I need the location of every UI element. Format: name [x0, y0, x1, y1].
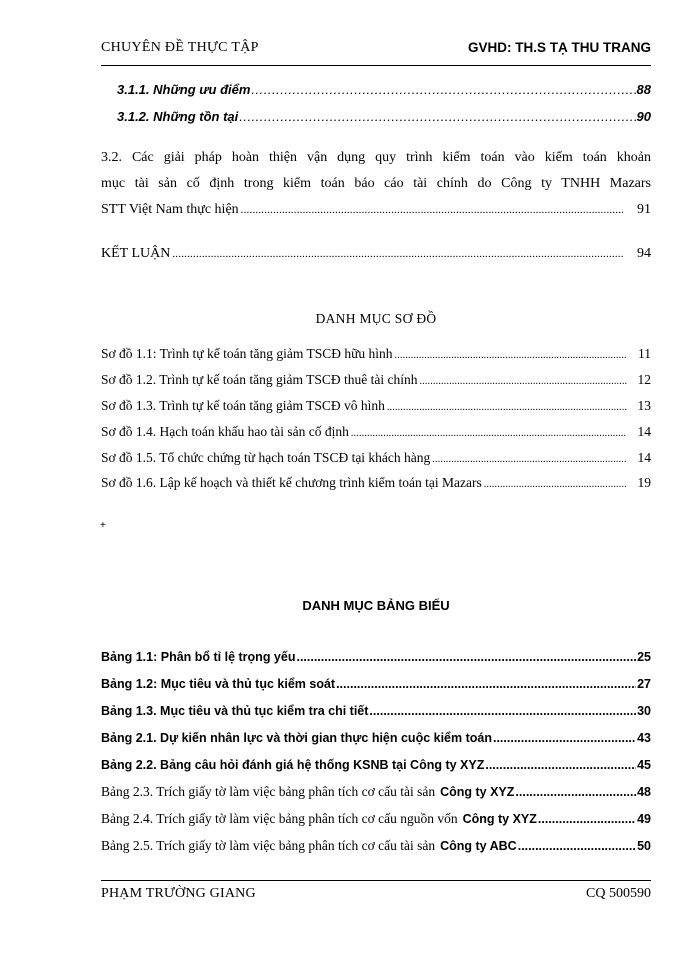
dot-leader [387, 402, 627, 413]
toc-item-page: 88 [636, 82, 651, 97]
dot-leader [493, 731, 636, 745]
dot-leader [351, 428, 627, 439]
plus-marker: + [100, 520, 106, 531]
table-title: Bảng 2.4. Trích giấy tờ làm việc bảng phân tích cơ cấu nguồn vốn [101, 811, 458, 826]
diagram-title: Sơ đồ 1.1: Trình tự kế toán tăng giảm TSCĐ hữu hình [101, 346, 393, 361]
header-divider [101, 65, 651, 66]
table-item[interactable] [101, 811, 651, 827]
table-list-heading: DANH MỤC BẢNG BIỂU [302, 598, 450, 613]
footer-divider [101, 880, 651, 881]
toc-item-3-2[interactable] [101, 202, 651, 218]
header-title: CHUYÊN ĐỀ THỰC TẬP [101, 40, 259, 55]
table-title: Bảng 2.5. Trích giấy tờ làm việc bảng phân tích cơ cấu tài sản [101, 838, 436, 853]
diagram-item[interactable] [101, 372, 651, 388]
diagram-title: Sơ đồ 1.3. Trình tự kế toán tăng giảm TSCĐ vô hình [101, 398, 385, 413]
dot-leader [395, 350, 627, 361]
diagram-page: 12 [637, 372, 651, 387]
table-item[interactable] [101, 784, 651, 800]
toc-item-page: 91 [637, 202, 651, 217]
table-company: Công ty XYZ [440, 785, 515, 799]
diagram-item[interactable] [101, 450, 651, 466]
toc-item-title: KẾT LUẬN [101, 246, 171, 261]
dot-leader [515, 785, 636, 799]
toc-item-title: STT Việt Nam thực hiện [101, 202, 239, 217]
dot-leader [419, 376, 627, 387]
dot-leader [538, 812, 636, 826]
dot-leader [239, 109, 635, 124]
toc-item-page: 94 [637, 246, 651, 261]
table-page: 43 [637, 731, 651, 745]
diagram-page: 19 [637, 475, 651, 490]
table-item[interactable] [101, 838, 651, 854]
dot-leader [296, 650, 636, 664]
table-page: 49 [637, 812, 651, 826]
table-title: Bảng 1.1: Phân bổ tỉ lệ trọng yếu [101, 650, 296, 664]
table-company: Công ty ABC [440, 839, 517, 853]
footer-student-id: CQ 500590 [586, 886, 651, 901]
diagram-page: 11 [638, 346, 651, 361]
dot-leader [369, 704, 636, 718]
diagram-title: Sơ đồ 1.4. Hạch toán khấu hao tài sản cố định [101, 424, 349, 439]
toc-item-3-2-line1: 3.2. Các giải pháp hoàn thiện vận dụng quy trình kiểm toán vào kiểm toán khoản [101, 150, 651, 165]
dot-leader [251, 82, 635, 97]
table-title: Bảng 1.3. Mục tiêu và thủ tục kiểm tra chi tiết [101, 704, 369, 718]
dot-leader [484, 479, 627, 490]
dot-leader [518, 839, 636, 853]
table-page: 45 [637, 758, 651, 772]
table-company: Công ty XYZ [462, 812, 537, 826]
toc-item-3-2-line2: mục tài sản cố định trong kiểm toán báo cáo tài chính do Công ty TNHH Mazars [101, 176, 651, 191]
table-title: Bảng 2.2. Bảng câu hỏi đánh giá hệ thống KSNB tại Công ty XYZ [101, 758, 485, 772]
table-page: 27 [637, 677, 651, 691]
diagram-page: 14 [637, 424, 651, 439]
toc-item-title: 3.1.1. Những ưu điểm [117, 82, 251, 97]
table-title: Bảng 1.2: Mục tiêu và thủ tục kiểm soát [101, 677, 336, 691]
toc-item-3-1-1[interactable] [117, 82, 651, 97]
table-title: Bảng 2.3. Trích giấy tờ làm việc bảng phân tích cơ cấu tài sản [101, 784, 436, 799]
table-item[interactable] [101, 677, 651, 691]
table-page: 50 [637, 839, 651, 853]
toc-item-page: 90 [636, 109, 651, 124]
diagram-item[interactable] [101, 475, 651, 491]
toc-item-3-1-2[interactable] [117, 109, 651, 124]
table-item[interactable] [101, 650, 651, 664]
dot-leader [241, 204, 623, 216]
diagram-list-heading: DANH MỤC SƠ ĐỒ [315, 311, 437, 326]
dot-leader [336, 677, 636, 691]
table-item[interactable] [101, 731, 651, 745]
footer-author: PHẠM TRƯỜNG GIANG [101, 886, 256, 901]
diagram-title: Sơ đồ 1.2. Trình tự kế toán tăng giảm TSCĐ thuê tài chính [101, 372, 418, 387]
table-title: Bảng 2.1. Dự kiến nhân lực và thời gian thực hiện cuộc kiểm toán [101, 731, 492, 745]
diagram-page: 13 [637, 398, 651, 413]
diagram-title: Sơ đồ 1.6. Lập kế hoạch và thiết kế chương trình kiểm toán tại Mazars [101, 475, 482, 490]
table-page: 30 [637, 704, 651, 718]
table-item[interactable] [101, 704, 651, 718]
toc-item-title: 3.1.2. Những tồn tại [117, 109, 239, 124]
diagram-item[interactable] [101, 424, 651, 440]
table-page: 25 [637, 650, 651, 664]
toc-item-conclusion[interactable] [101, 246, 651, 262]
dot-leader [432, 454, 627, 465]
diagram-item[interactable] [101, 346, 651, 362]
diagram-item[interactable] [101, 398, 651, 414]
header-supervisor: GVHD: TH.S TẠ THU TRANG [468, 40, 651, 55]
diagram-title: Sơ đồ 1.5. Tổ chức chứng từ hạch toán TSCĐ tại khách hàng [101, 450, 431, 465]
table-item[interactable] [101, 758, 651, 772]
page-header [101, 40, 651, 60]
diagram-page: 14 [637, 450, 651, 465]
table-page: 48 [637, 785, 651, 799]
dot-leader [172, 248, 623, 260]
dot-leader [485, 758, 636, 772]
